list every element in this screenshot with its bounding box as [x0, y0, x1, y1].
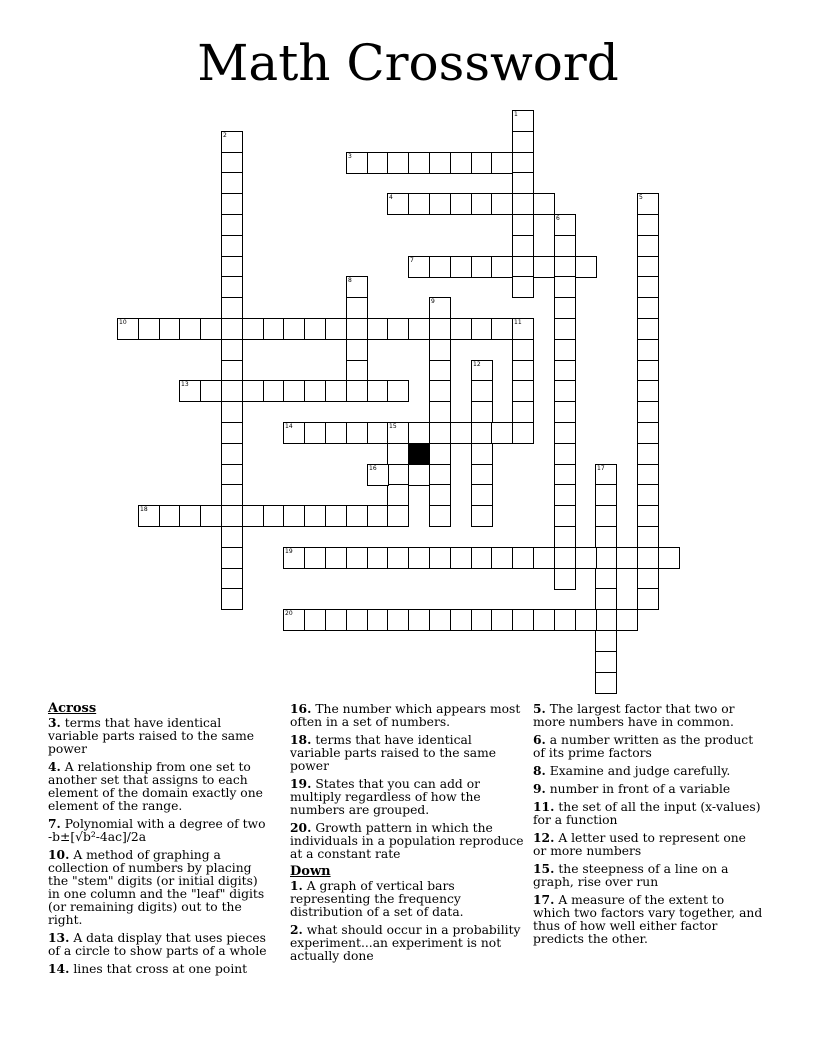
crossword-cell[interactable] [346, 152, 368, 174]
crossword-cell[interactable] [367, 422, 389, 444]
crossword-cell[interactable] [575, 609, 597, 631]
crossword-cell[interactable] [346, 380, 368, 402]
crossword-cell[interactable] [491, 193, 513, 215]
crossword-cell[interactable] [367, 318, 389, 340]
cell-number: 17 [597, 465, 605, 472]
clue-across-10: 10. A method of graphing a collection of numbers by placing the "stem" digits (or initial digits) in one column and the "leaf" digits (or remaining digits) out to the right. [48, 847, 265, 927]
crossword-cell[interactable] [471, 443, 493, 465]
crossword-cell[interactable] [387, 443, 409, 465]
crossword-cell[interactable] [512, 276, 534, 298]
crossword-cell[interactable] [346, 609, 368, 631]
crossword-cell[interactable] [471, 505, 493, 527]
crossword-cell[interactable] [450, 318, 472, 340]
crossword-cell[interactable] [512, 339, 534, 361]
crossword-cell[interactable] [367, 464, 389, 486]
crossword-cell[interactable] [533, 256, 555, 278]
crossword-cell[interactable] [637, 276, 659, 298]
crossword-cell[interactable] [221, 422, 243, 444]
crossword-cell[interactable] [554, 526, 576, 548]
crossword-cell[interactable] [263, 380, 285, 402]
crossword-cell[interactable] [429, 484, 451, 506]
cell-number: 5 [639, 194, 643, 201]
crossword-cell[interactable] [554, 318, 576, 340]
crossword-cell[interactable] [346, 505, 368, 527]
crossword-cell[interactable] [512, 193, 534, 215]
crossword-cell[interactable] [471, 193, 493, 215]
crossword-cell[interactable] [554, 547, 576, 569]
crossword-cell[interactable] [221, 401, 243, 423]
crossword-cell[interactable] [554, 235, 576, 257]
crossword-cell[interactable] [637, 443, 659, 465]
crossword-cell[interactable] [387, 193, 409, 215]
crossword-cell[interactable] [512, 131, 534, 153]
clue-down-11: 11. the set of all the input (x-values) for a function [533, 799, 761, 827]
clues-column-1 [48, 702, 270, 980]
crossword-cell[interactable] [637, 214, 659, 236]
crossword-cell[interactable] [429, 297, 451, 319]
crossword-cell[interactable] [221, 484, 243, 506]
cell-number: 13 [181, 381, 189, 388]
crossword-cell[interactable] [471, 609, 493, 631]
crossword-cell[interactable] [367, 152, 389, 174]
crossword-cell[interactable] [491, 547, 513, 569]
cell-number: 1 [514, 111, 518, 118]
crossword-cell[interactable] [367, 609, 389, 631]
clue-down-6: 6. a number written as the product of its prime factors [533, 732, 754, 760]
crossword-cell[interactable] [575, 256, 597, 278]
crossword-cell[interactable] [554, 422, 576, 444]
crossword-cell[interactable] [221, 214, 243, 236]
crossword-cell[interactable] [429, 401, 451, 423]
clue-across-19: 19. States that you can add or multiply regardless of how the numbers are grouped. [290, 776, 481, 817]
crossword-cell[interactable] [429, 464, 451, 486]
crossword-cell[interactable] [637, 297, 659, 319]
crossword-cell[interactable] [429, 339, 451, 361]
crossword-cell[interactable] [346, 318, 368, 340]
crossword-cell[interactable] [346, 547, 368, 569]
crossword-cell[interactable] [512, 110, 534, 132]
crossword-cell[interactable] [512, 360, 534, 382]
crossword-cell[interactable] [595, 568, 617, 590]
crossword-cell[interactable] [283, 318, 305, 340]
cell-number: 7 [410, 257, 414, 264]
crossword-cell[interactable] [263, 505, 285, 527]
crossword-cell[interactable] [346, 360, 368, 382]
crossword-cell[interactable] [554, 339, 576, 361]
crossword-cell[interactable] [221, 339, 243, 361]
cell-number: 12 [473, 361, 481, 368]
clue-down-8: 8. Examine and judge carefully. [533, 763, 731, 778]
crossword-cell[interactable] [387, 609, 409, 631]
clue-across-16: 16. The number which appears most often in a set of numbers. [290, 701, 521, 729]
clue-down-5: 5. The largest factor that two or more numbers have in common. [533, 701, 735, 729]
crossword-cell[interactable] [512, 235, 534, 257]
crossword-cell[interactable] [450, 152, 472, 174]
crossword-cell[interactable] [554, 464, 576, 486]
crossword-cell[interactable] [637, 380, 659, 402]
crossword-cell[interactable] [221, 297, 243, 319]
crossword-cell[interactable] [554, 276, 576, 298]
crossword-cell[interactable] [387, 547, 409, 569]
crossword-cell[interactable] [283, 422, 305, 444]
crossword-cell[interactable] [138, 318, 160, 340]
crossword-cell[interactable] [512, 401, 534, 423]
cell-number: 14 [285, 423, 293, 430]
crossword-cell[interactable] [408, 609, 430, 631]
crossword-cell[interactable] [325, 422, 347, 444]
crossword-cell[interactable] [595, 526, 617, 548]
crossword-cell[interactable] [304, 422, 326, 444]
crossword-cell[interactable] [304, 380, 326, 402]
crossword-cell[interactable] [471, 360, 493, 382]
cell-number: 9 [431, 298, 435, 305]
crossword-cell[interactable] [491, 609, 513, 631]
cell-number: 10 [119, 319, 127, 326]
cell-number: 18 [140, 506, 148, 513]
crossword-cell[interactable] [595, 547, 617, 569]
cell-number: 6 [556, 215, 560, 222]
crossword-cell[interactable] [346, 422, 368, 444]
crossword-cell[interactable] [387, 464, 409, 486]
crossword-cell[interactable] [408, 152, 430, 174]
crossword-cell[interactable] [554, 256, 576, 278]
crossword-cell[interactable] [595, 484, 617, 506]
crossword-cell[interactable] [595, 464, 617, 486]
crossword-cell[interactable] [117, 318, 139, 340]
crossword-cell[interactable] [221, 172, 243, 194]
clue-across-14: 14. lines that cross at one point [48, 961, 248, 976]
cell-number: 16 [369, 465, 377, 472]
crossword-cell[interactable] [429, 443, 451, 465]
crossword-cell[interactable] [575, 547, 597, 569]
crossword-cell[interactable] [221, 526, 243, 548]
crossword-cell[interactable] [304, 547, 326, 569]
crossword-cell[interactable] [159, 505, 181, 527]
crossword-cell[interactable] [221, 443, 243, 465]
crossword-cell[interactable] [304, 318, 326, 340]
crossword-cell[interactable] [283, 505, 305, 527]
crossword-cell[interactable] [429, 609, 451, 631]
crossword-cell[interactable] [471, 152, 493, 174]
crossword-cell[interactable] [242, 505, 264, 527]
crossword-cell[interactable] [408, 547, 430, 569]
crossword-cell[interactable] [595, 505, 617, 527]
cell-number: 15 [389, 423, 397, 430]
crossword-cell[interactable] [533, 193, 555, 215]
crossword-cell[interactable] [200, 380, 222, 402]
clue-across-13: 13. A data display that uses pieces of a circle to show parts of a whole [48, 930, 267, 958]
down-heading: Down [290, 864, 331, 879]
crossword-cell[interactable] [637, 422, 659, 444]
crossword-cell[interactable] [387, 505, 409, 527]
crossword-cell[interactable] [471, 547, 493, 569]
crossword-cell[interactable] [512, 172, 534, 194]
crossword-cell[interactable] [304, 505, 326, 527]
crossword-cell[interactable] [595, 609, 617, 631]
crossword-cell[interactable] [471, 401, 493, 423]
clue-down-2: 2. what should occur in a probability experiment...an experiment is not actually done [290, 922, 521, 963]
crossword-cell[interactable] [387, 318, 409, 340]
crossword-cell[interactable] [221, 588, 243, 610]
crossword-cell[interactable] [304, 609, 326, 631]
cell-number: 4 [389, 194, 393, 201]
crossword-cell[interactable] [637, 568, 659, 590]
crossword-cell[interactable] [221, 318, 243, 340]
crossword-cell[interactable] [512, 547, 534, 569]
crossword-cell[interactable] [242, 380, 264, 402]
crossword-cell[interactable] [637, 505, 659, 527]
crossword-cell[interactable] [471, 318, 493, 340]
crossword-cell[interactable] [637, 526, 659, 548]
crossword-cell[interactable] [658, 547, 680, 569]
crossword-cell[interactable] [179, 318, 201, 340]
crossword-cell[interactable] [429, 380, 451, 402]
crossword-cell[interactable] [637, 588, 659, 610]
crossword-cell[interactable] [512, 152, 534, 174]
clue-down-1: 1. A graph of vertical bars representing the frequency distribution of a set of data. [290, 878, 464, 919]
crossword-cell[interactable] [533, 547, 555, 569]
crossword-cell[interactable] [450, 609, 472, 631]
crossword-cell[interactable] [221, 380, 243, 402]
crossword-cell[interactable] [221, 131, 243, 153]
crossword-cell[interactable] [221, 464, 243, 486]
crossword-cell[interactable] [263, 318, 285, 340]
crossword-cell[interactable] [159, 318, 181, 340]
crossword-cell[interactable] [200, 318, 222, 340]
crossword-cell[interactable] [408, 318, 430, 340]
crossword-cell[interactable] [221, 235, 243, 257]
crossword-cell[interactable] [554, 380, 576, 402]
crossword-cell[interactable] [512, 256, 534, 278]
crossword-cell[interactable] [554, 401, 576, 423]
cell-number: 8 [348, 277, 352, 284]
crossword-cell[interactable] [616, 609, 638, 631]
crossword-cell[interactable] [325, 547, 347, 569]
crossword-cell[interactable] [595, 630, 617, 652]
crossword-cell[interactable] [637, 318, 659, 340]
cell-number: 3 [348, 153, 352, 160]
crossword-cell[interactable] [471, 464, 493, 486]
crossword-cell[interactable] [283, 609, 305, 631]
crossword-cell[interactable] [491, 318, 513, 340]
crossword-cell[interactable] [637, 547, 659, 569]
black-cell [408, 443, 430, 465]
crossword-cell[interactable] [221, 256, 243, 278]
crossword-cell[interactable] [346, 297, 368, 319]
crossword-cell[interactable] [637, 193, 659, 215]
cell-number: 2 [223, 132, 227, 139]
clues-column-2 [290, 702, 526, 967]
crossword-cell[interactable] [325, 609, 347, 631]
crossword-cell[interactable] [387, 380, 409, 402]
crossword-cell[interactable] [554, 443, 576, 465]
clue-across-20: 20. Growth pattern in which the individuals in a population reproduce at a constant rate [290, 820, 524, 861]
crossword-cell[interactable] [512, 422, 534, 444]
crossword-cell[interactable] [429, 422, 451, 444]
crossword-cell[interactable] [367, 547, 389, 569]
crossword-cell[interactable] [429, 547, 451, 569]
crossword-cell[interactable] [221, 505, 243, 527]
crossword-cell[interactable] [595, 651, 617, 673]
crossword-cell[interactable] [179, 505, 201, 527]
crossword-cell[interactable] [346, 339, 368, 361]
crossword-cell[interactable] [283, 547, 305, 569]
crossword-cell[interactable] [138, 505, 160, 527]
crossword-cell[interactable] [637, 401, 659, 423]
clue-down-17: 17. A measure of the extent to which two factors vary together, and thus of how well either factor predicts the other. [533, 892, 763, 946]
crossword-cell[interactable] [387, 152, 409, 174]
crossword-cell[interactable] [491, 256, 513, 278]
crossword-cell[interactable] [387, 484, 409, 506]
crossword-cell[interactable] [471, 380, 493, 402]
crossword-cell[interactable] [554, 609, 576, 631]
crossword-cell[interactable] [637, 256, 659, 278]
crossword-cell[interactable] [533, 609, 555, 631]
clue-down-12: 12. A letter used to represent one or more numbers [533, 830, 746, 858]
crossword-cell[interactable] [408, 193, 430, 215]
cell-number: 19 [285, 548, 293, 555]
crossword-cell[interactable] [429, 193, 451, 215]
crossword-cell[interactable] [200, 505, 222, 527]
crossword-cell[interactable] [429, 360, 451, 382]
crossword-cell[interactable] [367, 505, 389, 527]
crossword-cell[interactable] [491, 152, 513, 174]
crossword-cell[interactable] [512, 609, 534, 631]
crossword-cell[interactable] [429, 318, 451, 340]
crossword-cell[interactable] [346, 276, 368, 298]
cell-number: 11 [514, 319, 522, 326]
crossword-cell[interactable] [491, 422, 513, 444]
crossword-cell[interactable] [554, 214, 576, 236]
crossword-cell[interactable] [616, 547, 638, 569]
crossword-cell[interactable] [595, 672, 617, 694]
crossword-cell[interactable] [554, 505, 576, 527]
across-heading: Across [48, 701, 97, 716]
clue-down-15: 15. the steepness of a line on a graph, rise over run [533, 861, 729, 889]
crossword-cell[interactable] [221, 276, 243, 298]
crossword-cell[interactable] [221, 568, 243, 590]
crossword-cell[interactable] [242, 318, 264, 340]
clue-across-18: 18. terms that have identical variable parts raised to the same power [290, 732, 497, 773]
crossword-cell[interactable] [429, 505, 451, 527]
crossword-cell[interactable] [450, 193, 472, 215]
crossword-cell[interactable] [408, 464, 430, 486]
crossword-cell[interactable] [554, 484, 576, 506]
crossword-cell[interactable] [554, 360, 576, 382]
crossword-cell[interactable] [221, 193, 243, 215]
crossword-cell[interactable] [512, 214, 534, 236]
crossword-cell[interactable] [221, 360, 243, 382]
crossword-cell[interactable] [512, 318, 534, 340]
crossword-cell[interactable] [325, 505, 347, 527]
crossword-cell[interactable] [221, 547, 243, 569]
crossword-cell[interactable] [637, 464, 659, 486]
clue-across-3: 3. terms that have identical variable parts raised to the same power [48, 715, 255, 756]
crossword-cell[interactable] [450, 547, 472, 569]
crossword-cell[interactable] [637, 339, 659, 361]
crossword-cell[interactable] [325, 380, 347, 402]
crossword-cell[interactable] [221, 152, 243, 174]
crossword-cell[interactable] [367, 380, 389, 402]
crossword-cell[interactable] [554, 297, 576, 319]
crossword-cell[interactable] [408, 422, 430, 444]
crossword-cell[interactable] [429, 256, 451, 278]
cell-number: 20 [285, 610, 293, 617]
crossword-cell[interactable] [450, 422, 472, 444]
crossword-cell[interactable] [471, 484, 493, 506]
clues-column-3 [533, 702, 763, 950]
crossword-cell[interactable] [429, 152, 451, 174]
crossword-cell[interactable] [450, 256, 472, 278]
crossword-cell[interactable] [471, 422, 493, 444]
crossword-cell[interactable] [554, 568, 576, 590]
crossword-cell[interactable] [637, 360, 659, 382]
crossword-cell[interactable] [637, 235, 659, 257]
page-title: Math Crossword [197, 34, 619, 92]
crossword-cell[interactable] [283, 380, 305, 402]
crossword-cell[interactable] [179, 380, 201, 402]
crossword-cell[interactable] [595, 588, 617, 610]
crossword-cell[interactable] [408, 256, 430, 278]
crossword-cell[interactable] [325, 318, 347, 340]
crossword-cell[interactable] [637, 484, 659, 506]
crossword-cell[interactable] [387, 422, 409, 444]
crossword-cell[interactable] [471, 256, 493, 278]
clue-down-9: 9. number in front of a variable [533, 781, 731, 796]
crossword-cell[interactable] [512, 380, 534, 402]
clue-across-4: 4. A relationship from one set to another set that assigns to each element of the domain exactly one element of the range. [48, 759, 263, 813]
clue-across-7: 7. Polynomial with a degree of two -b±[√b²-4ac]/2a [48, 816, 266, 844]
